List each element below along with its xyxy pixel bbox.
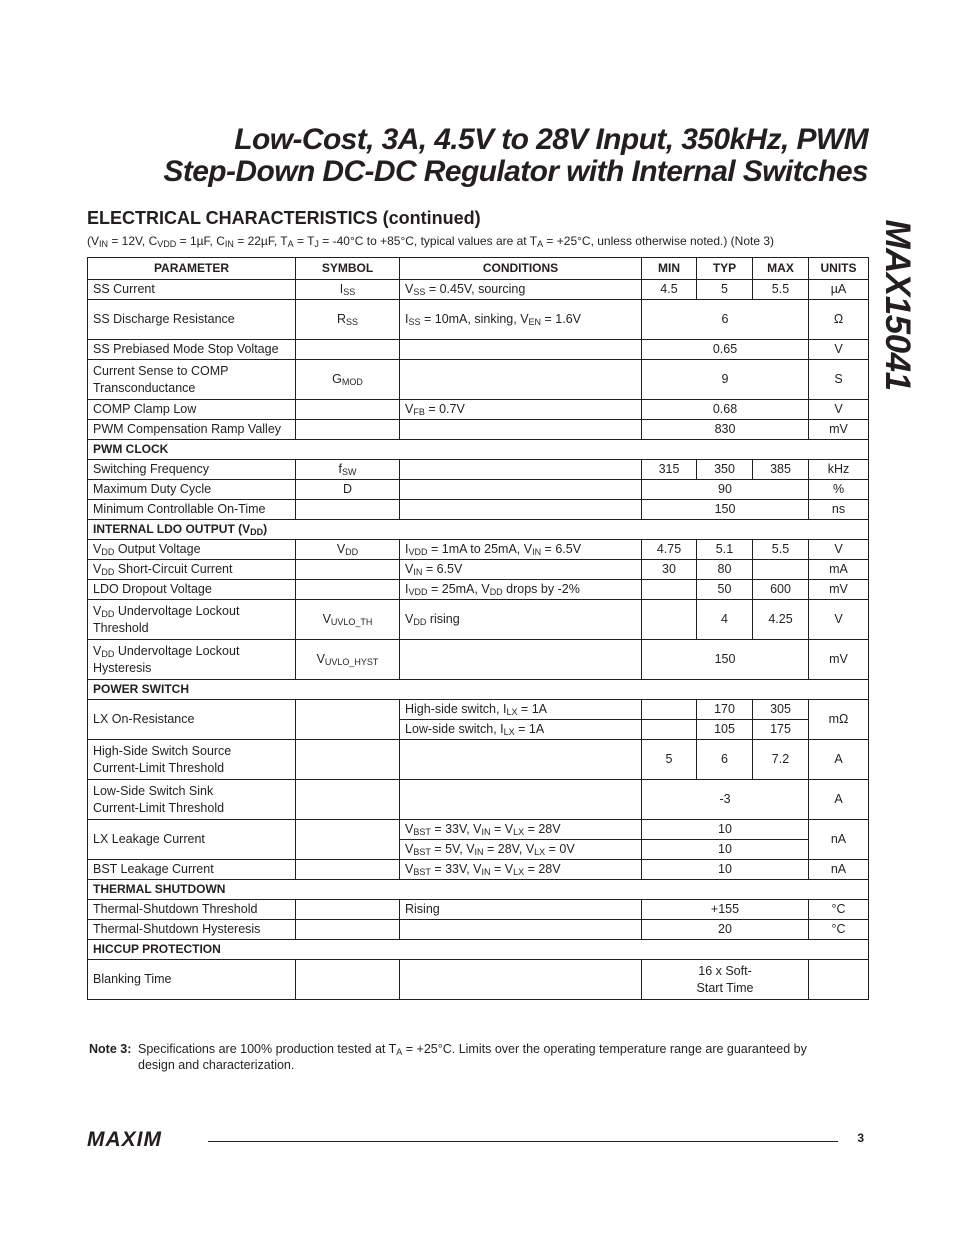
table-row: Blanking Time 16 x Soft- Start Time — [88, 960, 869, 1000]
table-row: Minimum Controllable On-Time 150 ns — [88, 500, 869, 520]
table-row: LX On-Resistance High-side switch, $I_{LX} = 1A$ 170 305 mΩ — [88, 700, 869, 720]
section-row: PWM CLOCK — [88, 440, 869, 460]
section-row: HICCUP PROTECTION — [88, 940, 869, 960]
maxim-logo: MAXIM — [87, 1128, 162, 1151]
footnote-3: Note 3: Specifications are 100% production tested at $T_A = +25^\circ C$. Limits over the operating temperature range are guaranteed by design and characterization. — [89, 1042, 807, 1072]
table-row: $V_{DD}$ Output Voltage $V_{DD}$ $I_{VDD} = 1mA$ to 25mA, $V_{IN} = 6.5V$ 4.75 5.1 5.5 V — [88, 540, 869, 560]
table-row: SS Discharge Resistance $R_{SS}$ $I_{SS} = 10mA$, sinking, $V_{EN} = 1.6V$ 6 Ω — [88, 300, 869, 340]
table-row: $V_{DD}$ Undervoltage Lockout Hysteresis $V_{UVLO\_HYST}$ 150 mV — [88, 640, 869, 680]
title-line-2: Step-Down DC-DC Regulator with Internal Switches — [163, 155, 868, 188]
table-row: $V_{BST} = 5V$, $V_{IN} = 28V$, $V_{LX} = 0V$ 10 — [88, 840, 869, 860]
table-row: High-Side Switch Source Current-Limit Threshold 5 6 7.2 A — [88, 740, 869, 780]
footer-rule — [208, 1141, 838, 1142]
table-row: Switching Frequency $f_{SW}$ 315 350 385 kHz — [88, 460, 869, 480]
table-row: COMP Clamp Low $V_{FB} = 0.7V$ 0.68 V — [88, 400, 869, 420]
table-row: SS Prebiased Mode Stop Voltage 0.65 V — [88, 340, 869, 360]
table-row: Low-side switch, $I_{LX} = 1A$ 105 175 — [88, 720, 869, 740]
page-footer — [87, 1128, 868, 1151]
table-row: $V_{DD}$ Short-Circuit Current $V_{IN} = 6.5V$ 30 80 mA — [88, 560, 869, 580]
table-row: BST Leakage Current $V_{BST} = 33V$, $V_{IN} = V_{LX} = 28V$ 10 nA — [88, 860, 869, 880]
table-row: Low-Side Switch Sink Current-Limit Threshold -3 A — [88, 780, 869, 820]
table-row: LDO Dropout Voltage $I_{VDD} = 25mA$, $V_{DD}$ drops by -2% 50 600 mV — [88, 580, 869, 600]
table-header-row: PARAMETER SYMBOL CONDITIONS MIN TYP MAX UNITS — [88, 258, 869, 280]
table-row: Thermal-Shutdown Hysteresis 20 °C — [88, 920, 869, 940]
table-row: PWM Compensation Ramp Valley 830 mV — [88, 420, 869, 440]
page-number: 3 — [857, 1131, 864, 1145]
title-line-1: Low-Cost, 3A, 4.5V to 28V Input, 350kHz, PWM — [234, 123, 868, 156]
table-row: SS Current $I_{SS}$ $V_{SS} = 0.45V$, sourcing 4.5 5 5.5 µA — [88, 280, 869, 300]
table-row: $V_{DD}$ Undervoltage Lockout Threshold $V_{UVLO\_TH}$ $V_{DD}$ rising 4 4.25 V — [88, 600, 869, 640]
section-title: ELECTRICAL CHARACTERISTICS (continued) — [87, 208, 481, 228]
electrical-characteristics-table — [87, 257, 869, 1000]
section-row: POWER SWITCH — [88, 680, 869, 700]
document-title — [60, 124, 868, 188]
section-row: INTERNAL LDO OUTPUT $(V_{DD})$ — [88, 520, 869, 540]
table-row: Thermal-Shutdown Threshold Rising +155 °C — [88, 900, 869, 920]
section-row: THERMAL SHUTDOWN — [88, 880, 869, 900]
test-conditions: ($V_{IN} = 12V$, $C_{VDD} = 1\mu F$, $C_{IN} = 22\mu F$, $T_A = T_J = -40^\circ C$ to +85°C, typical values are at $T_A = +25^\circ C$, unless otherwise noted.) (Note 3) — [87, 234, 775, 249]
table-row: Maximum Duty Cycle D 90 % — [88, 480, 869, 500]
side-part-number: MAX15041 — [878, 219, 917, 391]
table-row: LX Leakage Current $V_{BST} = 33V$, $V_{IN} = V_{LX} = 28V$ 10 nA — [88, 820, 869, 840]
table-row: Current Sense to COMP Transconductance $G_{MOD}$ 9 S — [88, 360, 869, 400]
